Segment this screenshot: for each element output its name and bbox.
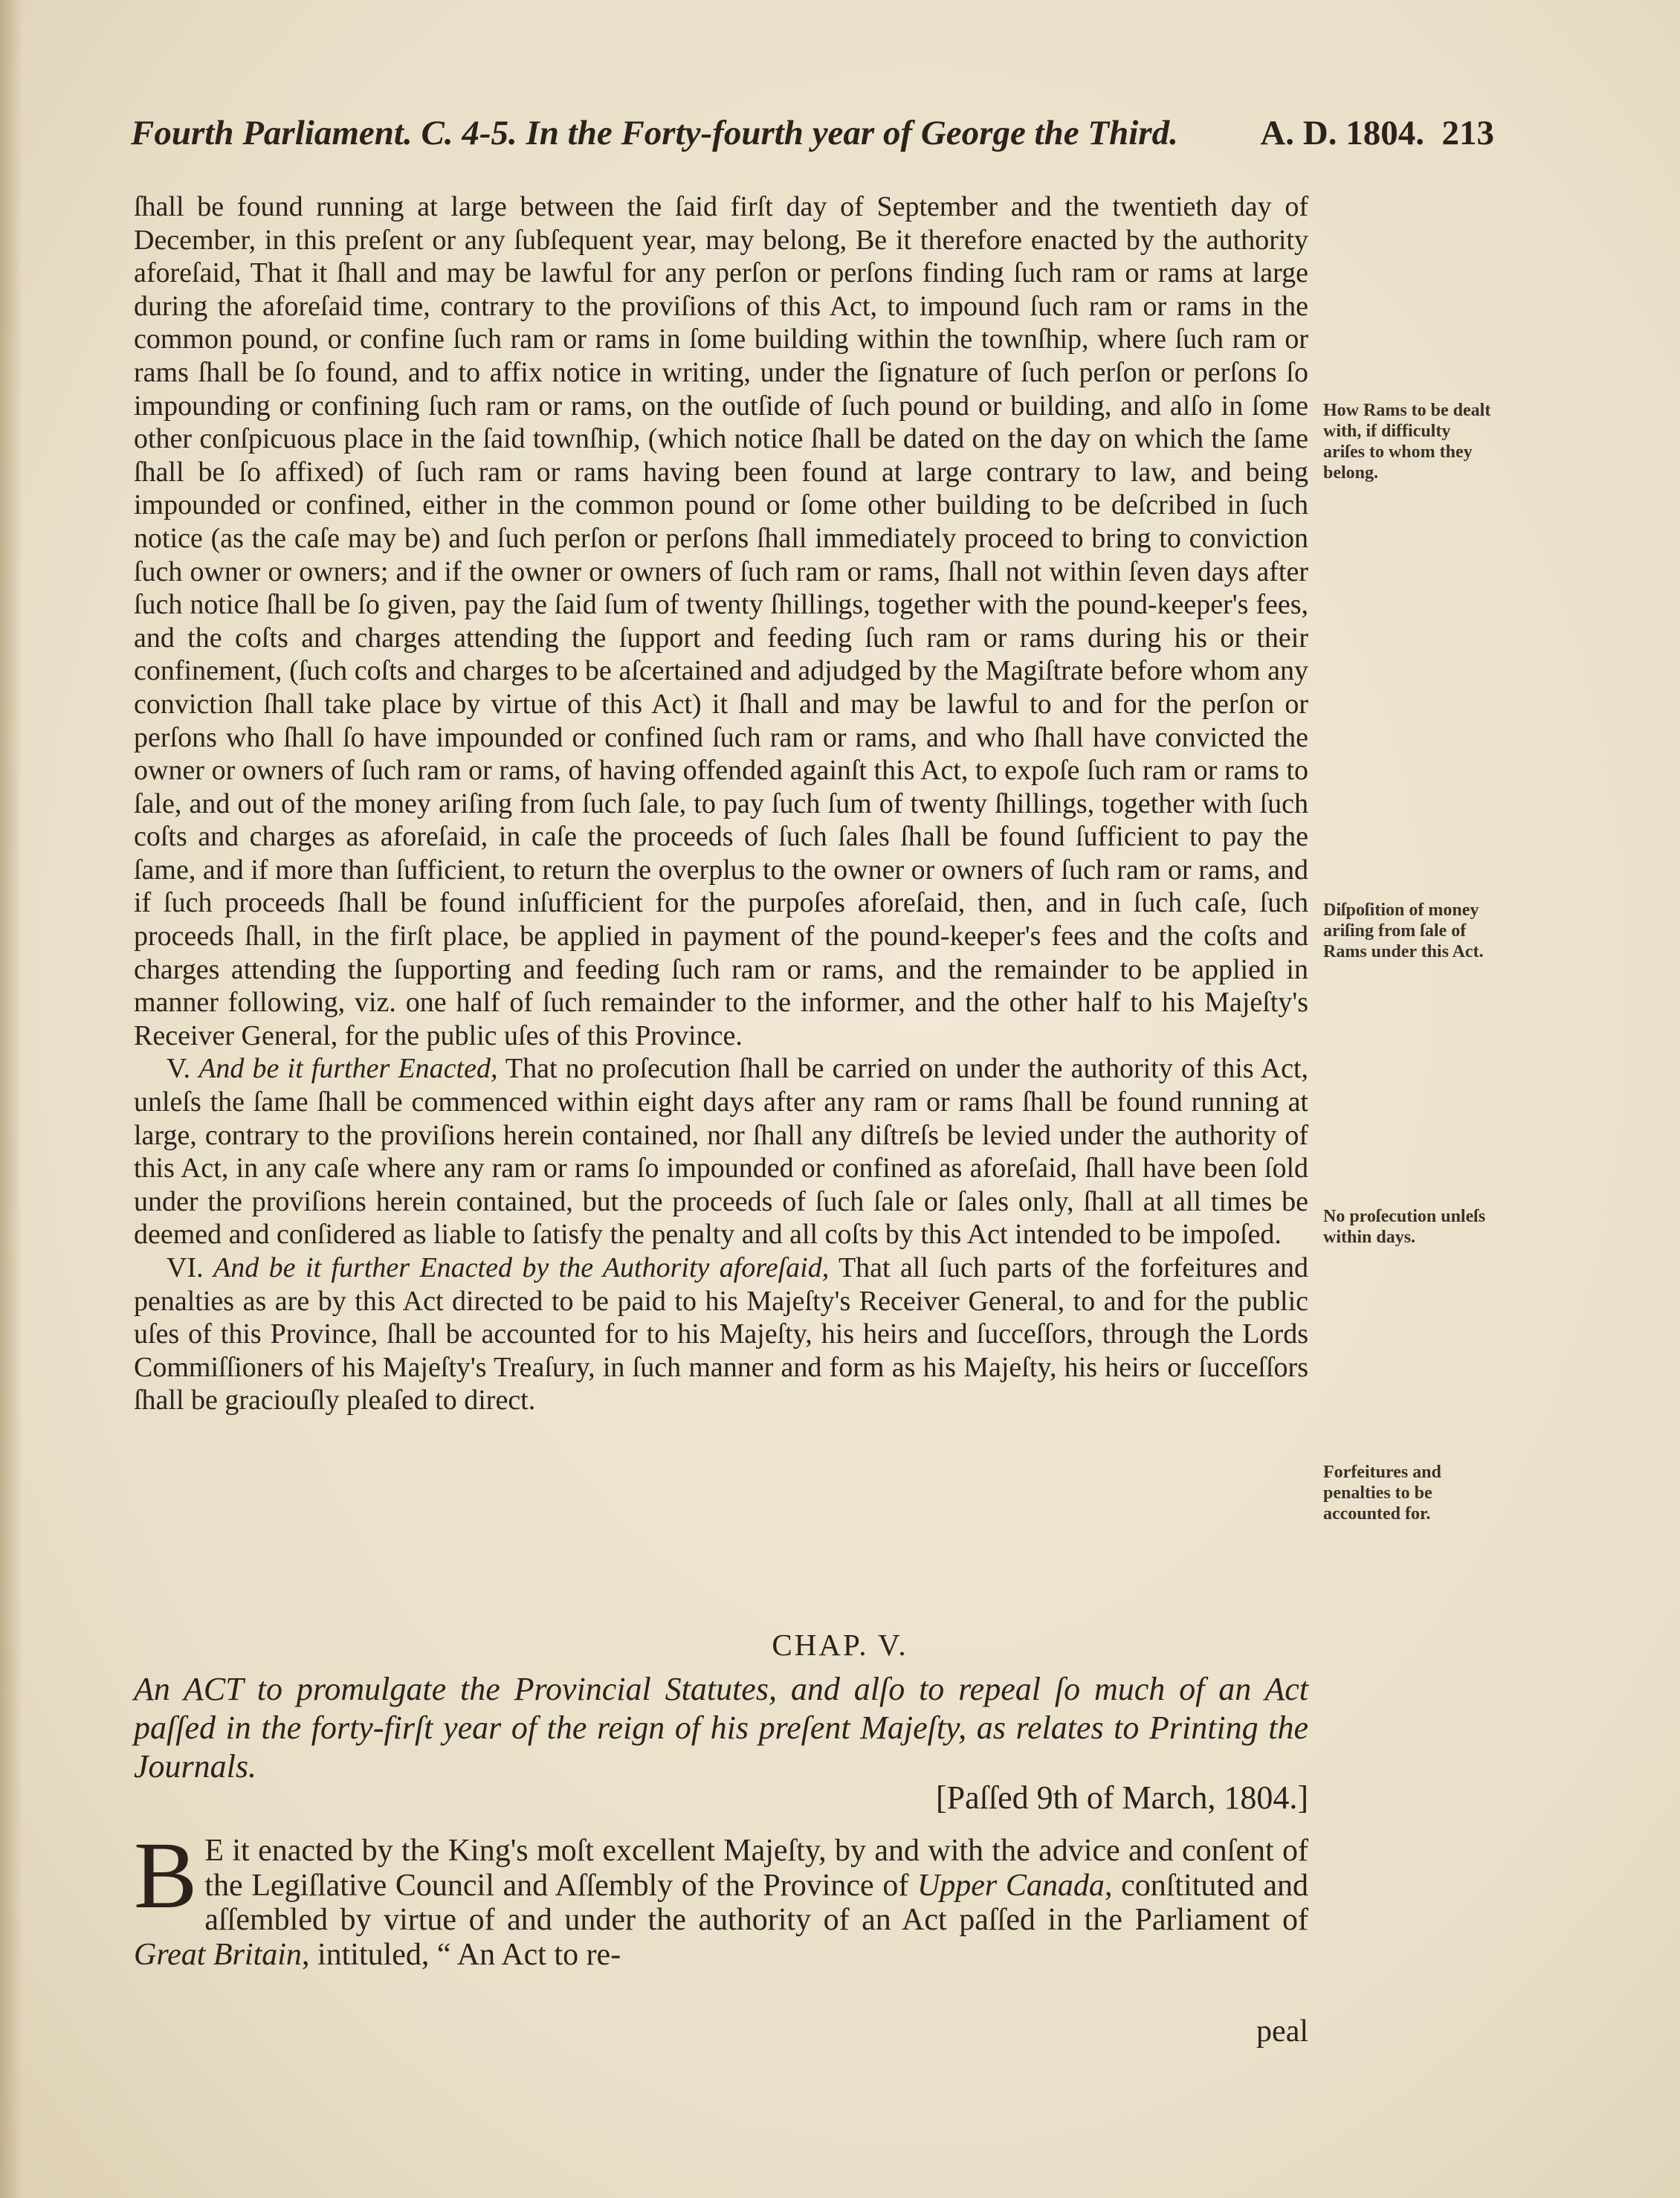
chapter-heading: CHAP. V.	[772, 1628, 908, 1662]
running-header	[131, 113, 1494, 165]
enact-text-c: , intituled, “ An Act to re-	[301, 1937, 621, 1972]
header-parliament: Fourth Parliament.	[131, 114, 413, 152]
section-continuation: ſhall be found running at large between the ſaid firſt day of September and the twentieth day of December, in this preſent or any ſubſequent year, may belong, Be it therefore enacted by the authority aforeſaid, That it ſhall and may be lawful for any perſon or perſons finding ſuch ram or rams at large during the aforeſaid time, contrary to the proviſions of this Act, to impound ſuch ram or rams in the common pound, or confine ſuch ram or rams in ſome building within the townſhip, where ſuch ram or rams ſhall be ſo found, and to affix notice in writing, under the ſignature of ſuch perſon or perſons ſo impounding or confining ſuch ram or rams, on the outſide of ſuch pound or building, and alſo in ſome other conſpicuous place in the ſaid townſhip, (which notice ſhall be dated on the day on which the ſame ſhall be ſo affixed) of ſuch ram or rams having been found at large contrary to law, and being impounded or confined, either in the common pound or ſome other building to be deſcribed in ſuch notice (as the caſe may be) and ſuch perſon or perſons ſhall immediately proceed to bring to conviction ſuch owner or owners; and if the owner or owners of ſuch ram or rams, ſhall not within ſeven days after ſuch notice ſhall be ſo given, pay the ſaid ſum of twenty ſhillings, together with the pound-keeper's fees, and the coſts and charges attending the ſupport and feeding ſuch ram or rams during his or their confinement, (ſuch coſts and charges to be aſcertained and adjudged by the Magiſtrate before whom any conviction ſhall take place by virtue of this Act) it ſhall and may be lawful to and for the perſon or perſons who ſhall ſo have impounded or confined ſuch ram or rams, and who ſhall have convicted the owner or owners of ſuch ram or rams, of having offended againſt this Act, to expoſe ſuch ram or rams to ſale, and out of the money ariſing from ſuch ſale, to pay ſuch ſum of twenty ſhillings, together with ſuch coſts and charges as aforeſaid, in caſe the proceeds of ſuch ſales ſhall be found ſufficient to pay the ſame, and if more than ſufficient, to return the overplus to the owner or owners of ſuch ram or rams, and if ſuch proceeds ſhall be found inſufficient for the purpoſes aforeſaid, then, and in ſuch caſe, ſuch proceeds ſhall, in the firſt place, be applied in payment of the pound-keeper's fees and the coſts and charges attending the ſupporting and feeding ſuch ram or rams, and the remainder to be applied in manner following, viz. one half of ſuch remainder to the informer, and the other half to his Majeſty's Receiver General, for the public uſes of this Province.	[134, 191, 1308, 1051]
enact-text-b: , conſtituted and aſſembled by virtue of and under the authority of an Act paſſed in the Parliament of	[204, 1868, 1308, 1937]
drop-cap: B	[134, 1822, 198, 1928]
section-v-text: That no proſecution ſhall be carried on under the authority of this Act, unleſs the ſame ſhall be commenced within eight days after any ram or rams ſhall be found running at large, contrary to the proviſions herein contained, nor ſhall any diſtreſs be levied under the authority of this Act, in any caſe where any ram or rams ſo impounded or confined as aforeſaid, ſhall have been ſold under the proviſions herein contained, but the proceeds of ſuch ſale or ſales only, ſhall at all times be deemed and conſidered as liable to ſatisfy the penalty and all coſts by this Act intended to be impoſed.	[134, 1053, 1309, 1251]
margin-note-forfeitures: Forfeitures and penalties to be accounted for.	[1323, 1463, 1441, 1524]
section-v-number: V.	[167, 1053, 191, 1085]
header-year: A. D. 1804.	[1260, 114, 1424, 152]
enacting-clause	[134, 1822, 1308, 1972]
enact-text-a: E it enacted by the King's moſt excellent Majeſty, by and with the advice and conſent of the Legiſlative Council and Aſſembly of the Province of	[204, 1834, 1308, 1903]
margin-note-rams: How Rams to be dealt with, if difficulty ariſes to whom they belong.	[1323, 401, 1491, 483]
header-regnal-year: In the Forty-fourth year of George the Third.	[526, 114, 1178, 152]
section-vi-enacting-clause: And be it further Enacted by the Authority aforeſaid,	[213, 1252, 830, 1283]
section-v-enacting-clause: And be it further Enacted,	[198, 1053, 498, 1085]
header-chapter: C. 4-5.	[421, 114, 517, 152]
enact-country: Great Britain	[134, 1937, 302, 1972]
section-vi	[134, 1251, 1308, 1417]
section-vi-text: That all ſuch parts of the forfeitures and penalties as are by this Act directed to be paid to his Majeſty's Receiver General, to and for the public uſes of this Province, ſhall be accounted for to his Majeſty, his heirs and ſucceſſors, through the Lords Commiſſioners of his Majeſty's Treaſury, in ſuch manner and form as his Majeſty, his heirs or ſucceſſors ſhall be graciouſly pleaſed to direct.	[134, 1252, 1308, 1417]
section-vi-number: VI.	[167, 1252, 204, 1283]
margin-note-prosecution: No proſecution unleſs within days.	[1323, 1207, 1486, 1247]
section-v	[134, 1052, 1308, 1251]
enact-place: Upper Canada	[917, 1868, 1105, 1903]
catchword: peal	[1256, 2014, 1308, 2049]
passed-date: [Paſſed 9th of March, 1804.]	[936, 1779, 1308, 1816]
binding-shadow	[0, 0, 22, 2198]
margin-note-disposition: Diſpoſition of money ariſing from ſale of Rams under this Act.	[1323, 900, 1484, 961]
act-title: An ACT to promulgate the Provincial Statutes, and alſo to repeal ſo much of an Act paſſed in the forty-firſt year of the reign of his preſent Majeſty, as relates to Printing the Journals.	[134, 1671, 1308, 1785]
statute-body	[134, 190, 1308, 1417]
page-number: 213	[1441, 114, 1494, 152]
